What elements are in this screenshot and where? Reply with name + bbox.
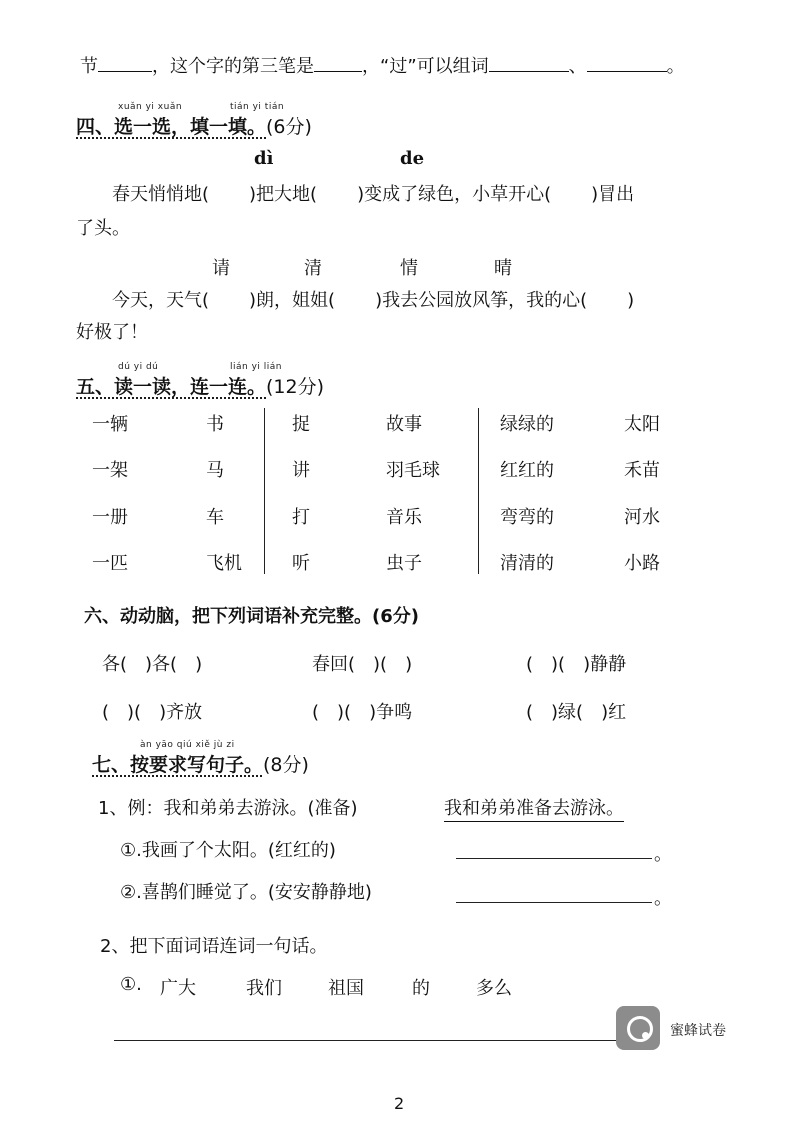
text: )朗，姐姐( <box>249 290 336 311</box>
idiom-blank[interactable]: ( )( )齐放 <box>102 702 203 723</box>
section-4-heading <box>76 112 312 139</box>
question-1-1: ①.我画了个太阳。(红红的) <box>120 840 336 861</box>
item-number: ①. <box>120 974 142 995</box>
word-option: 清 <box>304 258 322 279</box>
match-word[interactable]: 羽毛球 <box>386 460 440 481</box>
match-word[interactable]: 红红的 <box>500 460 554 481</box>
page-number: 2 <box>394 1094 405 1113</box>
period: 。 <box>654 888 672 909</box>
idiom-blank[interactable]: 春回( )( ) <box>312 654 413 675</box>
pinyin-annotation: xuǎn yi xuǎn <box>118 102 183 112</box>
word-tile: 的 <box>412 978 430 999</box>
text: 今天，天气( <box>112 290 210 311</box>
idiom-blank[interactable]: ( )( )静静 <box>526 654 627 675</box>
text: )我去公园放风筝，我的心( <box>375 290 588 311</box>
section-title: 七、按要求写句子。 <box>92 754 264 776</box>
match-word[interactable]: 音乐 <box>386 507 422 528</box>
pinyin-annotation: lián yi lián <box>230 362 282 372</box>
section-7-heading <box>92 750 309 777</box>
question-1-2: ②.喜鹊们睡觉了。(安安静静地) <box>120 882 372 903</box>
section-5-heading <box>76 372 324 399</box>
match-word[interactable]: 太阳 <box>624 414 660 435</box>
idiom-blank[interactable]: ( )( )争鸣 <box>312 702 413 723</box>
score: (12分) <box>266 376 325 398</box>
match-word[interactable]: 弯弯的 <box>500 507 554 528</box>
section-title: 四、选一选，填一填。 <box>76 116 267 138</box>
score: (8分) <box>263 754 309 776</box>
period: 。 <box>654 844 672 865</box>
match-word[interactable]: 一架 <box>92 460 128 481</box>
match-word[interactable]: 故事 <box>386 414 422 435</box>
match-word[interactable]: 讲 <box>292 460 310 481</box>
answer-line[interactable] <box>114 1040 618 1041</box>
match-word[interactable]: 书 <box>206 414 224 435</box>
match-word[interactable]: 虫子 <box>386 553 422 574</box>
word-tile: 我们 <box>246 978 282 999</box>
answer-line[interactable] <box>456 858 652 859</box>
text: 、 <box>568 56 587 77</box>
text: ，这个字的第三笔是 <box>152 56 314 77</box>
text: )变成了绿色，小草开心( <box>357 184 552 205</box>
blank[interactable] <box>98 53 152 72</box>
text: 春天悄悄地( <box>112 184 210 205</box>
idiom-blank[interactable]: ( )绿( )红 <box>526 702 627 723</box>
answer-line[interactable] <box>456 902 652 903</box>
match-word[interactable]: 听 <box>292 553 310 574</box>
brand-name: 蜜蜂试卷 <box>670 1023 726 1039</box>
text: )把大地( <box>249 184 318 205</box>
word-tile: 祖国 <box>328 978 364 999</box>
blank[interactable] <box>489 53 569 72</box>
word-option: 晴 <box>494 258 512 279</box>
word-tile: 广大 <box>160 978 196 999</box>
match-word[interactable]: 禾苗 <box>624 460 660 481</box>
question-2: 2、把下面词语连词一句话。 <box>100 936 328 957</box>
blank[interactable] <box>314 53 362 72</box>
pinyin-annotation: àn yāo qiú xiě jù zi <box>140 740 235 750</box>
column-divider <box>264 408 265 574</box>
match-word[interactable]: 马 <box>206 460 224 481</box>
option-di: dì <box>254 148 274 169</box>
text: ) <box>627 290 635 311</box>
match-word[interactable]: 一匹 <box>92 553 128 574</box>
match-word[interactable]: 河水 <box>624 507 660 528</box>
match-word[interactable]: 小路 <box>624 553 660 574</box>
example-answer: 我和弟弟准备去游泳。 <box>444 794 624 822</box>
text: 。 <box>666 56 685 77</box>
word-tile: 多么 <box>476 978 512 999</box>
sentence-1-end: 了头。 <box>76 218 130 239</box>
idiom-blank[interactable]: 各( )各( ) <box>102 654 203 675</box>
match-word[interactable]: 车 <box>206 507 224 528</box>
score: (6分) <box>266 116 312 138</box>
match-word[interactable]: 绿绿的 <box>500 414 554 435</box>
sentence-1 <box>112 180 634 206</box>
text: ，“过”可以组词 <box>362 56 489 77</box>
match-word[interactable]: 捉 <box>292 414 310 435</box>
word-option: 情 <box>400 258 418 279</box>
pinyin-annotation: tián yi tián <box>230 102 285 112</box>
blank[interactable] <box>587 53 667 72</box>
text: 节 <box>80 56 98 77</box>
column-divider <box>478 408 479 574</box>
section-title: 五、读一读，连一连。 <box>76 376 267 398</box>
sentence-2-end: 好极了！ <box>76 322 148 343</box>
pinyin-annotation: dú yi dú <box>118 362 159 372</box>
match-word[interactable]: 一辆 <box>92 414 128 435</box>
text: )冒出 <box>591 184 635 205</box>
fill-line-1 <box>80 52 685 78</box>
match-word[interactable]: 一册 <box>92 507 128 528</box>
match-word[interactable]: 飞机 <box>206 553 242 574</box>
question-1: 1、例：我和弟弟去游泳。(准备) <box>98 798 358 819</box>
match-word[interactable]: 打 <box>292 507 310 528</box>
match-word[interactable]: 清清的 <box>500 553 554 574</box>
brand-logo-icon <box>616 1006 660 1050</box>
section-6-heading: 六、动动脑，把下列词语补充完整。(6分) <box>84 606 419 627</box>
option-de: de <box>400 148 425 169</box>
word-option: 请 <box>212 258 230 279</box>
sentence-2 <box>112 286 634 312</box>
